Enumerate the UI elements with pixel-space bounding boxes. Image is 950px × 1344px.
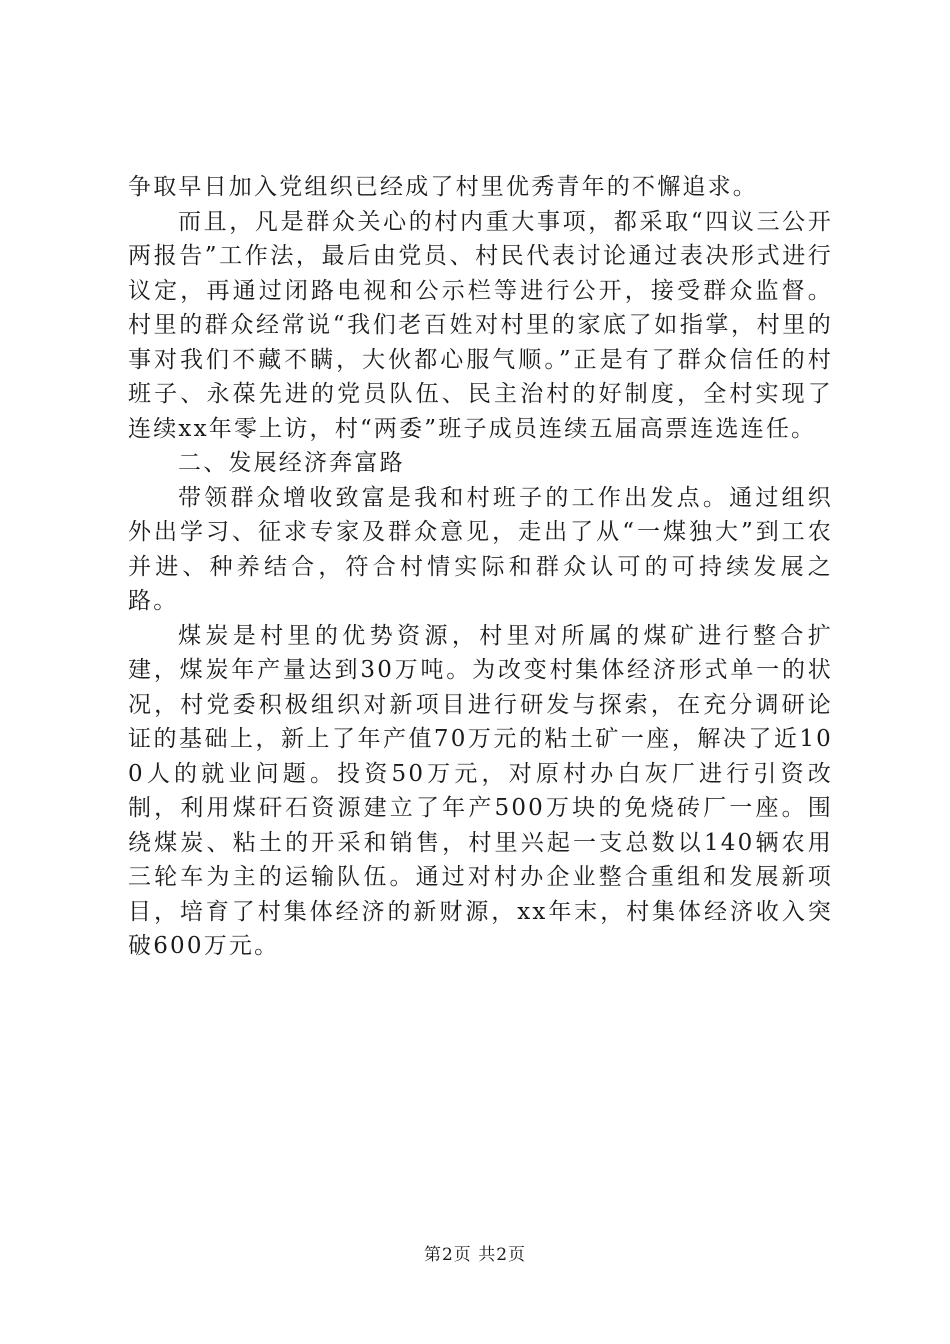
- paragraph-development-intro: 带领群众增收致富是我和村班子的工作出发点。通过组织外出学习、征求专家及群众意见，走出了从“一煤独大”到工农并进、种养结合，符合村情实际和群众认可的可持续发展之路。: [128, 484, 833, 614]
- paragraph-coal-resources: 煤炭是村里的优势资源，村里对所属的煤矿进行整合扩建，煤炭年产量达到30万吨。为改变村集体经济形式单一的状况，村党委积极组织对新项目进行研发与探索，在充分调研论证的基础上，新上了年产值70万元的粘土矿一座，解决了近100人的就业问题。投资50万元，对原村办白灰厂进行引资改制，利用煤矸石资源建立了年产500万块的免烧砖厂一座。围绕煤炭、粘土的开采和销售，村里兴起一支总数以140辆农用三轮车为主的运输队伍。通过对村办企业整合重组和发展新项目，培育了村集体经济的新财源，xx年末，村集体经济收入突破600万元。: [128, 622, 833, 959]
- section-heading: 二、发展经济奔富路: [178, 450, 405, 476]
- document-body: [128, 170, 833, 964]
- paragraph-democracy: 而且，凡是群众关心的村内重大事项，都采取“四议三公开两报告”工作法，最后由党员、村民代表讨论通过表决形式进行议定，再通过闭路电视和公示栏等进行公开，接受群众监督。村里的群众经常说“我们老百姓对村里的家底了如指掌，村里的事对我们不藏不瞒，大伙都心服气顺。”正是有了群众信任的村班子、永葆先进的党员队伍、民主治村的好制度，全村实现了连续xx年零上访，村“两委”班子成员连续五届高票连选连任。: [128, 208, 833, 442]
- paragraph-continuation: 争取早日加入党组织已经成了村里优秀青年的不懈追求。: [128, 174, 758, 200]
- page-number-footer: 第2页 共2页: [423, 1245, 527, 1265]
